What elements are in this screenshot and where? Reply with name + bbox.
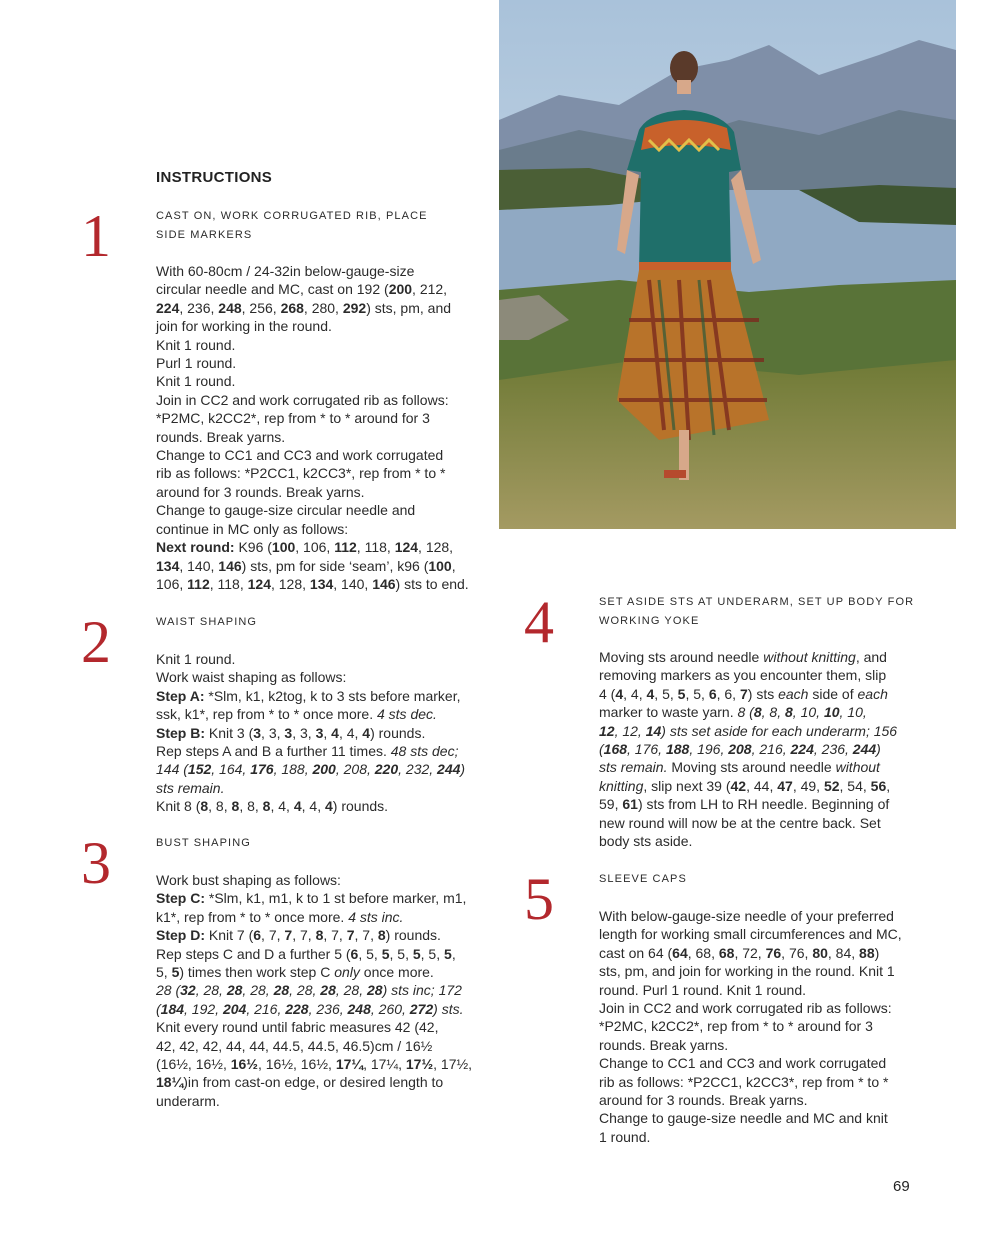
section-2-body [156,650,465,816]
text-line: 28 (32, 28, 28, 28, 28, 28, 28, 28, 28) sts inc; 172 [156,982,462,999]
text-line: 1 round. [599,1128,651,1145]
text-line: round. Purl 1 round. Knit 1 round. [599,981,807,998]
text-line: 18¼)in from cast-on edge, or desired length to [156,1074,444,1091]
text-line: 4 (4, 4, 4, 5, 5, 5, 6, 6, 7) sts each side of each [599,685,888,702]
text-line: 5, 5) times then work step C only once more. [156,964,434,981]
section-3-title: BUST SHAPING [156,837,251,849]
text-line: around for 3 rounds. Break yarns. [156,483,365,500]
step-number-1: 1 [81,203,111,269]
text-line: continue in MC only as follows: [156,520,349,537]
text-line: *P2MC, k2CC2*, rep from * to * around for 3 [599,1018,873,1035]
text-line: Step D: Knit 7 (6, 7, 7, 7, 8, 7, 7, 7, 8) rounds. [156,927,441,944]
text-line: Change to CC1 and CC3 and work corrugated [599,1055,887,1072]
text-line: Knit 1 round. [156,651,236,667]
text-line: Work bust shaping as follows: [156,872,341,888]
text-line: length for working small circumferences and MC, [599,926,902,943]
text-line: k1*, rep from * to * once more. 4 sts inc. [156,908,404,925]
text-line: Step C: *Slm, k1, m1, k to 1 st before marker, m1, [156,890,467,907]
text-line: rounds. Break yarns. [156,428,286,445]
section-4-title-line-1: SET ASIDE STS AT UNDERARM, SET UP BODY FOR [599,596,915,608]
section-3-body [156,871,472,1110]
text-line: Work waist shaping as follows: [156,669,347,686]
section-1-title [156,207,428,245]
text-line: Knit every round until fabric measures 42 (42, [156,1019,439,1036]
text-line: Change to CC1 and CC3 and work corrugated [156,447,444,464]
text-line: 134, 140, 146) sts, pm for side ‘seam’, k96 (100, [156,557,456,574]
landscape-photo-illustration [499,0,956,529]
section-1-body [156,262,469,593]
section-1-title-line-1: CAST ON, WORK CORRUGATED RIB, PLACE [156,210,428,222]
text-line: Step B: Knit 3 (3, 3, 3, 3, 3, 4, 4, 4) rounds. [156,724,426,741]
text-line: Knit 8 (8, 8, 8, 8, 8, 4, 4, 4, 4) rounds. [156,798,389,815]
step-number-4: 4 [524,589,554,655]
text-line: body sts aside. [599,833,693,850]
section-4-title-line-2: WORKING YOKE [599,615,700,627]
text-line: (16½, 16½, 16½, 16½, 16½, 17¼, 17¼, 17½, 17½, [156,1056,473,1073]
text-line: With 60-80cm / 24-32in below-gauge-size [156,263,415,279]
text-line: 59, 61) sts from LH to RH needle. Beginning of [599,796,890,813]
text-line: (184, 192, 204, 216, 228, 236, 248, 260, 272) sts. [156,1000,464,1017]
text-line: sts, pm, and join for working in the round. Knit 1 [599,963,895,980]
text-line: Knit 1 round. [156,336,236,353]
text-line: marker to waste yarn. 8 (8, 8, 8, 10, 10, 10, [599,704,867,721]
section-2-title: WAIST SHAPING [156,616,258,628]
text-line: With below-gauge-size needle of your preferred [599,908,894,924]
section-4-body [599,648,897,850]
text-line: Rep steps C and D a further 5 (6, 5, 5, 5, 5, 5, 5, [156,945,456,962]
step-number-5: 5 [524,866,554,932]
text-line: sts remain. Moving sts around needle without [599,759,880,776]
text-line: around for 3 rounds. Break yarns. [599,1092,808,1109]
page-heading: INSTRUCTIONS [156,169,273,186]
text-line: 106, 112, 118, 124, 128, 134, 140, 146) sts to end. [156,575,469,592]
section-4-title [599,593,914,631]
text-line: cast on 64 (64, 68, 68, 72, 76, 76, 80, 84, 88) [599,944,880,961]
text-line: 144 (152, 164, 176, 188, 200, 208, 220, 232, 244) [156,761,466,778]
text-line: rounds. Break yarns. [599,1036,729,1053]
text-line: Change to gauge-size needle and MC and knit [599,1110,888,1127]
text-line: Step A: *Slm, k1, k2tog, k to 3 sts before marker, [156,687,461,704]
section-5-body [599,907,902,1146]
step-number-3: 3 [81,830,111,896]
text-line: knitting, slip next 39 (42, 44, 47, 49, 52, 54, 56, [599,777,891,794]
text-line: join for working in the round. [156,318,332,335]
text-line: Change to gauge-size circular needle and [156,502,416,519]
text-line: underarm. [156,1092,220,1109]
text-line: 12, 12, 14) sts set aside for each underarm; 156 [599,722,898,739]
text-line: Next round: K96 (100, 106, 112, 118, 124, 128, [156,539,454,556]
page-number: 69 [893,1178,910,1195]
text-line: new round will now be at the centre back. Set [599,814,881,831]
text-line: Join in CC2 and work corrugated rib as follows: [599,1000,892,1017]
text-line: rib as follows: *P2CC1, k2CC3*, rep from * to * [599,1073,889,1090]
text-line: Join in CC2 and work corrugated rib as follows: [156,391,449,408]
hero-photo [499,0,956,529]
text-line: Rep steps A and B a further 11 times. 48 sts dec; [156,743,459,760]
text-line: removing markers as you encounter them, slip [599,667,887,684]
section-1-title-line-2: SIDE MARKERS [156,229,253,241]
section-5-title: SLEEVE CAPS [599,873,687,885]
text-line: 42, 42, 42, 44, 44, 44.5, 44.5, 46.5)cm / 16½ [156,1037,433,1054]
text-line: 224, 236, 248, 256, 268, 280, 292) sts, pm, and [156,299,452,316]
text-line: Moving sts around needle without knitting, and [599,649,887,665]
text-line: sts remain. [156,779,225,796]
text-line: ssk, k1*, rep from * to * once more. 4 sts dec. [156,706,437,723]
step-number-2: 2 [81,609,111,675]
text-line: Knit 1 round. [156,373,236,390]
text-line: circular needle and MC, cast on 192 (200, 212, [156,281,448,298]
text-line: Purl 1 round. [156,355,237,372]
text-line: (168, 176, 188, 196, 208, 216, 224, 236, 244) [599,741,881,758]
text-line: *P2MC, k2CC2*, rep from * to * around for 3 [156,410,430,427]
text-line: rib as follows: *P2CC1, k2CC3*, rep from * to * [156,465,446,482]
